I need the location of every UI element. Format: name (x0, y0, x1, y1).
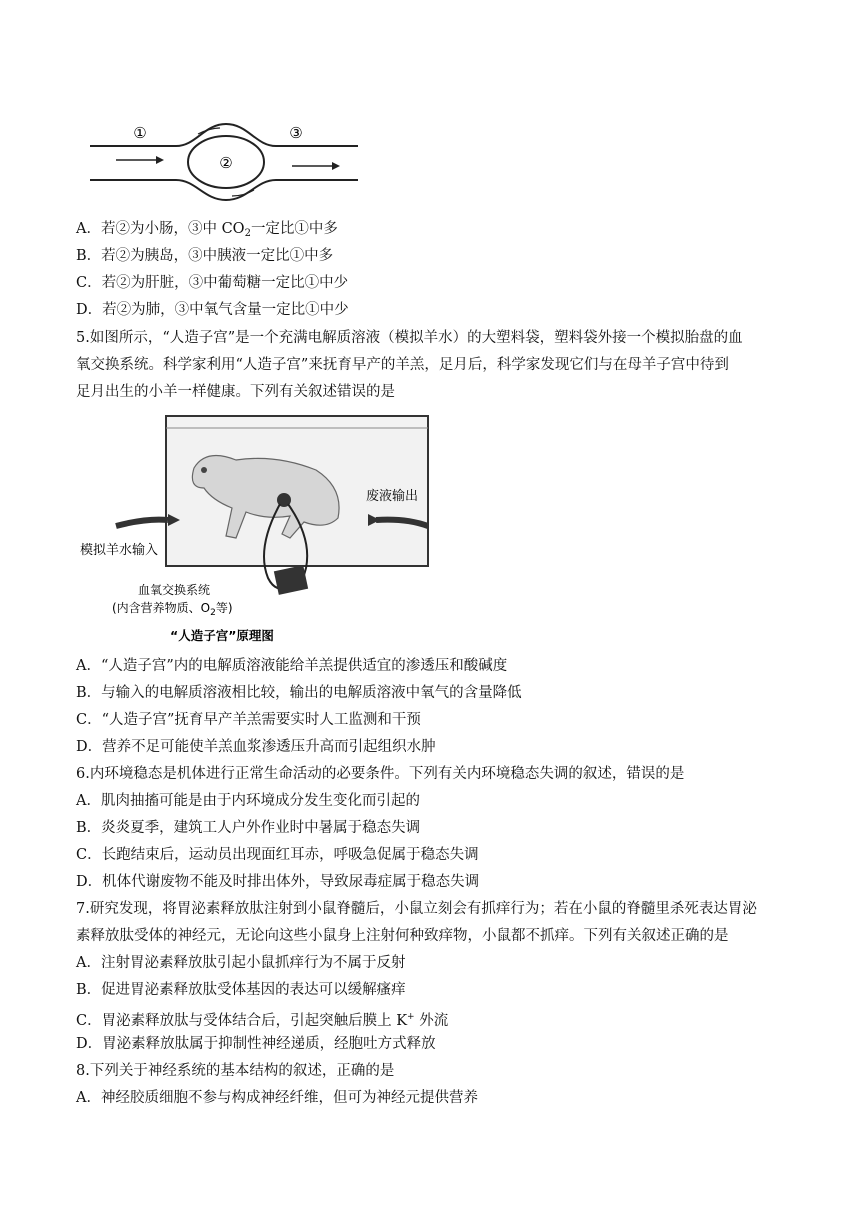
q5-option-a: A．“人造子宫”内的电解质溶液能给羊羔提供适宜的渗透压和酸碱度 (76, 658, 508, 674)
q7-option-d: D．胃泌素释放肽属于抑制性神经递质，经胞吐方式释放 (76, 1036, 436, 1052)
label-2: ② (219, 154, 233, 172)
q7-stem-line-2: 素释放肽受体的神经元，无论向这些小鼠身上注射何种致痒物，小鼠都不抓痒。下列有关叙述正确的是 (76, 928, 729, 944)
q5-stem-line-3: 足月出生的小羊一样健康。下列有关叙述错误的是 (76, 384, 395, 400)
q7-stem-line-1: 7.研究发现，将胃泌素释放肽注射到小鼠脊髓后，小鼠立刻会有抓痒行为；若在小鼠的脊髓里杀死表达胃泌 (76, 901, 757, 917)
label-1: ① (133, 124, 147, 142)
exchange-system-label: 血氧交换系统 (138, 583, 211, 597)
q4-option-a: A．若②为小肠，③中 $CO_2$一定比①中多 (76, 221, 338, 239)
q4-option-b: B．若②为胰岛，③中胰液一定比①中多 (76, 248, 334, 264)
q5-option-b: B．与输入的电解质溶液相比较，输出的电解质溶液中氧气的含量降低 (76, 685, 522, 701)
q4-option-d: D．若②为肺，③中氧气含量一定比①中少 (76, 302, 349, 318)
q6-option-d: D．机体代谢废物不能及时排出体外，导致尿毒症属于稳态失调 (76, 874, 480, 890)
q5-option-c: C．“人造子宫”抚育早产羊羔需要实时人工监测和干预 (76, 712, 421, 728)
q5-stem-line-2: 氧交换系统。科学家利用“人造子宫”来抚育早产的羊羔，足月后，科学家发现它们与在母羊子宫中待到 (76, 357, 729, 373)
q6-stem: 6.内环境稳态是机体进行正常生命活动的必要条件。下列有关内环境稳态失调的叙述，错误的是 (76, 766, 685, 782)
q5-stem-line-1: 5.如图所示，“人造子宫”是一个充满电解质溶液（模拟羊水）的大塑料袋，塑料袋外接一个模拟胎盘的血 (76, 330, 743, 346)
q8-stem: 8.下列关于神经系统的基本结构的叙述，正确的是 (76, 1063, 395, 1079)
amniotic-input-label: 模拟羊水输入 (80, 543, 159, 558)
q7-option-a: A．注射胃泌素释放肽引起小鼠抓痒行为不属于反射 (76, 955, 406, 971)
organ-blood-flow-diagram (86, 112, 366, 204)
figure-caption: “人造子宫”原理图 (170, 628, 274, 643)
q6-option-b: B．炎炎夏季，建筑工人户外作业时中暑属于稳态失调 (76, 820, 421, 836)
waste-output-label: 废液输出 (366, 489, 419, 504)
q6-option-c: C．长跑结束后，运动员出现面红耳赤，呼吸急促属于稳态失调 (76, 847, 479, 863)
q8-option-a: A．神经胶质细胞不参与构成神经纤维，但可为神经元提供营养 (76, 1090, 478, 1106)
q7-option-c: C．胃泌素释放肽与受体结合后，引起突触后膜上 K+ 外流 (76, 1012, 449, 1029)
artificial-womb-diagram (76, 408, 436, 648)
exchange-system-contents: (内含营养物质、$O_2$等) (112, 601, 233, 618)
q4-option-c: C．若②为肝脏，③中葡萄糖一定比①中少 (76, 275, 349, 291)
q5-option-d: D．营养不足可能使羊羔血浆渗透压升高而引起组织水肿 (76, 739, 436, 755)
label-3: ③ (289, 124, 303, 142)
q6-option-a: A．肌肉抽搐可能是由于内环境成分发生变化而引起的 (76, 793, 420, 809)
q7-option-b: B．促进胃泌素释放肽受体基因的表达可以缓解瘙痒 (76, 982, 406, 998)
